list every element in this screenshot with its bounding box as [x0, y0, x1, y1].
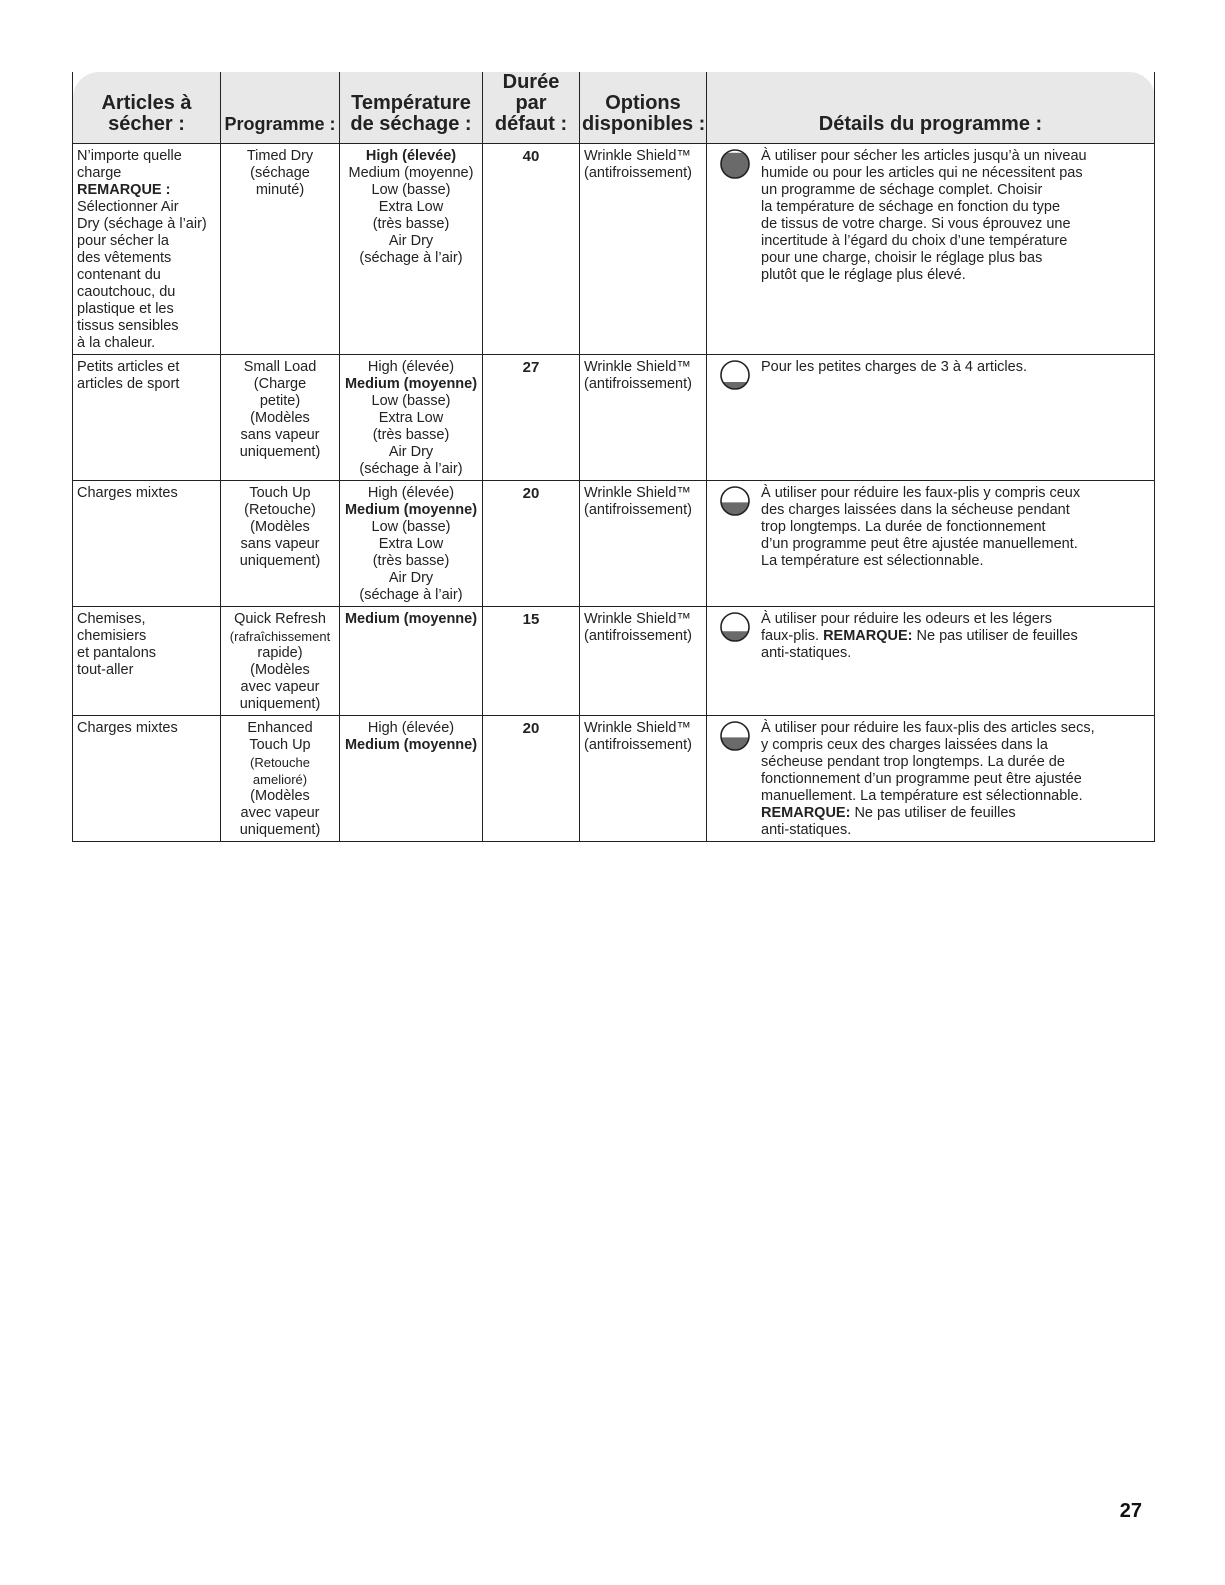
details-line: À utiliser pour réduire les odeurs et les légers — [761, 611, 1052, 627]
articles-cell-line: plastique et les — [77, 301, 174, 317]
programme-cell-line: (Modèles — [250, 410, 310, 426]
cycle-row — [73, 355, 1155, 481]
temperature-cell-line: (très basse) — [372, 427, 450, 443]
temperature-cell-line: Medium (moyenne) — [344, 737, 478, 753]
temperature-cell-line: Air Dry — [388, 233, 434, 249]
programme-cell-line: amelioré) — [252, 772, 308, 787]
page-number: 27 — [1119, 1500, 1142, 1522]
temperature-cell-line: High (élevée) — [367, 485, 455, 501]
details-line: d’un programme peut être ajustée manuellement. — [761, 536, 1078, 552]
duree-cell: 15 — [483, 607, 580, 716]
temperature-cell-line: Air Dry — [388, 570, 434, 586]
options-cell-line: (antifroissement) — [584, 502, 692, 518]
temperature-cell-line: Medium (moyenne) — [348, 165, 474, 181]
cycle-table-container — [72, 72, 1154, 842]
details-line: À utiliser pour réduire les faux-plis y compris ceux — [761, 485, 1081, 501]
articles-cell-line: contenant du — [77, 267, 161, 283]
articles-cell-line: tissus sensibles — [77, 318, 179, 334]
options-cell — [580, 144, 707, 355]
header-temperature — [340, 72, 483, 144]
programme-cell-line: sans vapeur — [240, 536, 320, 552]
temperature-cell — [340, 355, 483, 481]
header-duree-line-1: Durée — [502, 71, 560, 93]
details-line: Pour les petites charges de 3 à 4 articles. — [761, 359, 1027, 375]
programme-cell-line: sans vapeur — [240, 427, 320, 443]
dryness-level-icon — [719, 720, 751, 752]
programme-cell-line: avec vapeur — [240, 679, 320, 695]
details-line: humide ou pour les articles qui ne nécessitent pas — [761, 165, 1083, 181]
header-programme-label: Programme : — [224, 114, 336, 134]
details-line: des charges laissées dans la sécheuse pendant — [761, 502, 1070, 518]
programme-cell-line: uniquement) — [239, 696, 321, 712]
temperature-cell-line: Low (basse) — [371, 393, 451, 409]
options-cell-line: (antifroissement) — [584, 165, 692, 181]
temperature-cell-line: High (élevée) — [365, 148, 457, 164]
details-text — [761, 148, 1150, 284]
details-line: La température est sélectionnable. — [761, 553, 984, 569]
details-wrapper — [711, 720, 1150, 839]
programme-cell-line: Enhanced — [247, 720, 313, 736]
temperature-cell-line: High (élevée) — [367, 720, 455, 736]
details-text — [761, 720, 1150, 839]
options-cell-line: Wrinkle Shield™ — [584, 359, 691, 375]
dryness-level-icon — [719, 611, 751, 643]
articles-cell-line: Charges mixtes — [77, 720, 178, 736]
options-cell-line: (antifroissement) — [584, 628, 692, 644]
articles-cell — [73, 716, 221, 842]
dryness-level-fill — [722, 631, 749, 641]
programme-cell-line: (Charge — [253, 376, 307, 392]
temperature-cell-line: Air Dry — [388, 444, 434, 460]
programme-cell-line: Quick Refresh — [234, 611, 326, 627]
temperature-cell-line: (séchage à l’air) — [359, 587, 463, 603]
header-options-line-1: Options — [605, 92, 681, 114]
articles-cell-line: Sélectionner Air — [77, 199, 179, 215]
cycle-row — [73, 716, 1155, 842]
header-programme — [221, 72, 340, 144]
options-cell — [580, 716, 707, 842]
details-line: de tissus de votre charge. Si vous éprouvez une — [761, 216, 1071, 232]
articles-cell — [73, 144, 221, 355]
programme-cell-line: avec vapeur — [240, 805, 320, 821]
programme-cell-line: Small Load — [243, 359, 317, 375]
articles-cell-line: Dry (séchage à l’air) — [77, 216, 207, 232]
temperature-cell-line: Extra Low — [378, 410, 444, 426]
programme-cell-line: Timed Dry — [246, 148, 314, 164]
temperature-cell — [340, 144, 483, 355]
temperature-cell-line: Medium (moyenne) — [344, 502, 478, 518]
programme-cell-line: (Modèles — [250, 662, 310, 678]
details-line: trop longtemps. La durée de fonctionnement — [761, 519, 1046, 535]
cycle-table — [72, 72, 1155, 842]
details-wrapper — [711, 611, 1150, 662]
options-cell — [580, 355, 707, 481]
header-duree — [483, 72, 580, 144]
details-line: À utiliser pour sécher les articles jusqu’à un niveau — [761, 148, 1087, 164]
details-cell — [707, 716, 1155, 842]
details-line: sécheuse pendant trop longtemps. La durée de — [761, 754, 1065, 770]
programme-cell-line: Touch Up — [249, 737, 311, 753]
header-details — [707, 72, 1155, 144]
temperature-cell — [340, 481, 483, 607]
options-cell — [580, 481, 707, 607]
header-details-label: Détails du programme : — [818, 113, 1043, 135]
header-articles — [73, 72, 221, 144]
header-row — [73, 72, 1155, 144]
temperature-cell — [340, 716, 483, 842]
articles-cell-line: caoutchouc, du — [77, 284, 176, 300]
details-cell — [707, 355, 1155, 481]
programme-cell-line: minuté) — [255, 182, 305, 198]
details-line: REMARQUE: Ne pas utiliser de feuilles — [761, 805, 1016, 821]
programme-cell-line: uniquement) — [239, 553, 321, 569]
articles-cell-line: Charges mixtes — [77, 485, 178, 501]
articles-cell-line: pour sécher la — [77, 233, 169, 249]
details-line: plutôt que le réglage plus élevé. — [761, 267, 966, 283]
articles-cell-line: et pantalons — [77, 645, 157, 661]
programme-cell-line: uniquement) — [239, 444, 321, 460]
articles-cell-line: REMARQUE : — [77, 182, 171, 198]
temperature-cell-line: Medium (moyenne) — [344, 611, 478, 627]
temperature-cell-line: (très basse) — [372, 553, 450, 569]
articles-cell-line: Chemises, — [77, 611, 146, 627]
programme-cell-line: Touch Up — [249, 485, 311, 501]
programme-cell — [221, 716, 340, 842]
programme-cell-line: (Retouche) — [244, 502, 316, 518]
details-line: anti-statiques. — [761, 822, 852, 838]
temperature-cell-line: Medium (moyenne) — [344, 376, 478, 392]
articles-cell-line: N’importe quelle — [77, 148, 182, 164]
programme-cell — [221, 607, 340, 716]
temperature-cell-line: Low (basse) — [371, 519, 451, 535]
dryness-level-icon — [719, 148, 751, 180]
duree-cell: 40 — [483, 144, 580, 355]
temperature-cell-line: Extra Low — [378, 536, 444, 552]
articles-cell — [73, 481, 221, 607]
header-temperature-line-2: de séchage : — [350, 113, 472, 135]
details-line: incertitude à l’égard du choix d’une température — [761, 233, 1068, 249]
options-cell-line: Wrinkle Shield™ — [584, 720, 691, 736]
temperature-cell-line: (très basse) — [372, 216, 450, 232]
programme-cell-line: rapide) — [257, 645, 303, 661]
temperature-cell-line: Extra Low — [378, 199, 444, 215]
programme-cell — [221, 481, 340, 607]
dryness-level-icon — [719, 359, 751, 391]
dryness-level-fill — [721, 737, 749, 750]
details-line: faux-plis. REMARQUE: Ne pas utiliser de feuilles — [761, 628, 1078, 644]
programme-cell-line: petite) — [259, 393, 301, 409]
articles-cell — [73, 607, 221, 716]
articles-cell — [73, 355, 221, 481]
articles-cell-line: à la chaleur. — [77, 335, 156, 351]
remarque-label: REMARQUE: — [823, 628, 913, 644]
details-line: la température de séchage en fonction du type — [761, 199, 1061, 215]
temperature-cell-line: (séchage à l’air) — [359, 250, 463, 266]
articles-cell-line: tout-aller — [77, 662, 134, 678]
options-cell-line: (antifroissement) — [584, 737, 692, 753]
details-line: y compris ceux des charges laissées dans la — [761, 737, 1048, 753]
options-cell — [580, 607, 707, 716]
programme-cell — [221, 355, 340, 481]
remarque-label: REMARQUE: — [761, 805, 851, 821]
details-line: pour une charge, choisir le réglage plus bas — [761, 250, 1043, 266]
cycle-row — [73, 144, 1155, 355]
header-options-line-2: disponibles : — [582, 113, 706, 135]
temperature-cell-line: High (élevée) — [367, 359, 455, 375]
details-line: fonctionnement d’un programme peut être ajustée — [761, 771, 1082, 787]
details-text — [761, 485, 1150, 570]
details-text — [761, 611, 1150, 662]
options-cell-line: Wrinkle Shield™ — [584, 485, 691, 501]
duree-cell: 27 — [483, 355, 580, 481]
details-cell — [707, 481, 1155, 607]
details-text — [761, 359, 1150, 376]
details-cell — [707, 144, 1155, 355]
options-cell-line: (antifroissement) — [584, 376, 692, 392]
temperature-cell-line: Low (basse) — [371, 182, 451, 198]
details-wrapper — [711, 485, 1150, 570]
dryness-level-icon — [719, 485, 751, 517]
details-line: un programme de séchage complet. Choisir — [761, 182, 1043, 198]
header-articles-line-2: sécher : — [108, 113, 185, 135]
programme-cell-line: (Retouche — [250, 755, 310, 770]
header-duree-line-3: défaut : — [494, 113, 568, 135]
articles-cell-line: articles de sport — [77, 376, 180, 392]
header-temperature-line-1: Température — [351, 92, 471, 114]
details-line: anti-statiques. — [761, 645, 852, 661]
header-articles-line-1: Articles à — [101, 92, 192, 114]
details-cell — [707, 607, 1155, 716]
programme-cell-line: (rafraîchissement — [229, 629, 331, 644]
dryness-level-fill — [721, 502, 749, 515]
options-cell-line: Wrinkle Shield™ — [584, 611, 691, 627]
temperature-cell — [340, 607, 483, 716]
articles-cell-line: charge — [77, 165, 122, 181]
cycle-row — [73, 607, 1155, 716]
programme-cell-line: (séchage — [250, 165, 310, 181]
articles-cell-line: des vêtements — [77, 250, 172, 266]
programme-cell-line: uniquement) — [239, 822, 321, 838]
duree-cell: 20 — [483, 481, 580, 607]
articles-cell-line: Petits articles et — [77, 359, 180, 375]
cycle-row — [73, 481, 1155, 607]
details-line: manuellement. La température est sélectionnable. — [761, 788, 1083, 804]
header-duree-line-2: par — [515, 92, 547, 114]
programme-cell-line: (Modèles — [250, 519, 310, 535]
programme-cell-line: (Modèles — [250, 788, 310, 804]
programme-cell — [221, 144, 340, 355]
header-options — [580, 72, 707, 144]
details-line: À utiliser pour réduire les faux-plis des articles secs, — [761, 720, 1095, 736]
options-cell-line: Wrinkle Shield™ — [584, 148, 691, 164]
articles-cell-line: chemisiers — [77, 628, 147, 644]
temperature-cell-line: (séchage à l’air) — [359, 461, 463, 477]
details-wrapper — [711, 148, 1150, 284]
duree-cell: 20 — [483, 716, 580, 842]
details-wrapper — [711, 359, 1150, 391]
